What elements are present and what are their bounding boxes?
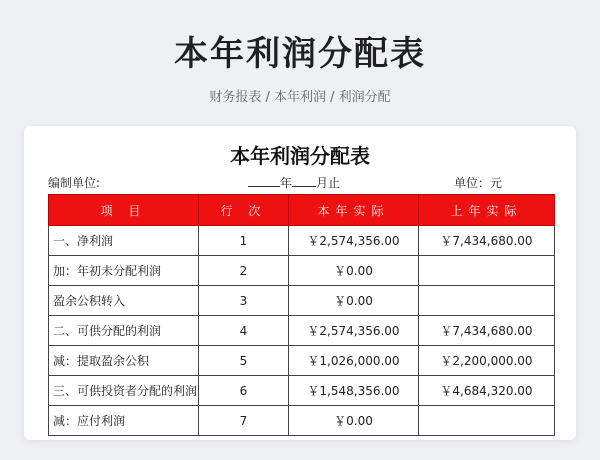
row-item: 三、可供投资者分配的利润 (49, 376, 199, 406)
row-item: 减：提取盈余公积 (49, 346, 199, 376)
row-previous-amount (419, 406, 555, 436)
row-previous-amount: ￥2,200,000.00 (419, 346, 555, 376)
row-number: 2 (199, 256, 289, 286)
row-item: 二、可供分配的利润 (49, 316, 199, 346)
row-previous-amount: ￥7,434,680.00 (419, 226, 555, 256)
year-label: 年 (280, 176, 293, 190)
profit-distribution-table (48, 194, 555, 436)
column-header-previous-year: 上年实际 (419, 195, 555, 226)
row-previous-amount (419, 286, 555, 316)
table-row (49, 256, 555, 286)
row-current-amount: ￥1,548,356.00 (289, 376, 419, 406)
column-header-current-year: 本年实际 (289, 195, 419, 226)
row-number: 1 (199, 226, 289, 256)
document-title: 本年利润分配表 (230, 144, 370, 168)
row-number: 3 (199, 286, 289, 316)
row-previous-amount (419, 256, 555, 286)
compiling-unit-label: 编制单位: (48, 176, 101, 190)
currency-unit-label: 单位：元 (454, 176, 503, 190)
breadcrumb: 财务报表 / 本年利润 / 利润分配 (209, 90, 391, 105)
column-header-row-no: 行 次 (199, 195, 289, 226)
row-number: 7 (199, 406, 289, 436)
row-previous-amount: ￥4,684,320.00 (419, 376, 555, 406)
row-item: 加：年初未分配利润 (49, 256, 199, 286)
column-header-item: 项 目 (49, 195, 199, 226)
row-current-amount: ￥0.00 (289, 286, 419, 316)
row-previous-amount: ￥7,434,680.00 (419, 316, 555, 346)
table-header-row (49, 195, 555, 226)
row-current-amount: ￥1,026,000.00 (289, 346, 419, 376)
table-row (49, 316, 555, 346)
table-row (49, 226, 555, 256)
table-row (49, 286, 555, 316)
row-number: 4 (199, 316, 289, 346)
page-title: 本年利润分配表 (174, 34, 426, 74)
table-row (49, 406, 555, 436)
year-blank (248, 176, 280, 187)
period-field (248, 174, 340, 191)
month-blank (292, 176, 316, 187)
row-number: 5 (199, 346, 289, 376)
table-row (49, 346, 555, 376)
row-item: 盈余公积转入 (49, 286, 199, 316)
report-card (24, 126, 576, 440)
row-current-amount: ￥0.00 (289, 406, 419, 436)
row-current-amount: ￥0.00 (289, 256, 419, 286)
row-item: 减：应付利润 (49, 406, 199, 436)
row-item: 一、净利润 (49, 226, 199, 256)
row-current-amount: ￥2,574,356.00 (289, 226, 419, 256)
month-label: 月止 (316, 176, 341, 190)
table-row (49, 376, 555, 406)
row-current-amount: ￥2,574,356.00 (289, 316, 419, 346)
row-number: 6 (199, 376, 289, 406)
